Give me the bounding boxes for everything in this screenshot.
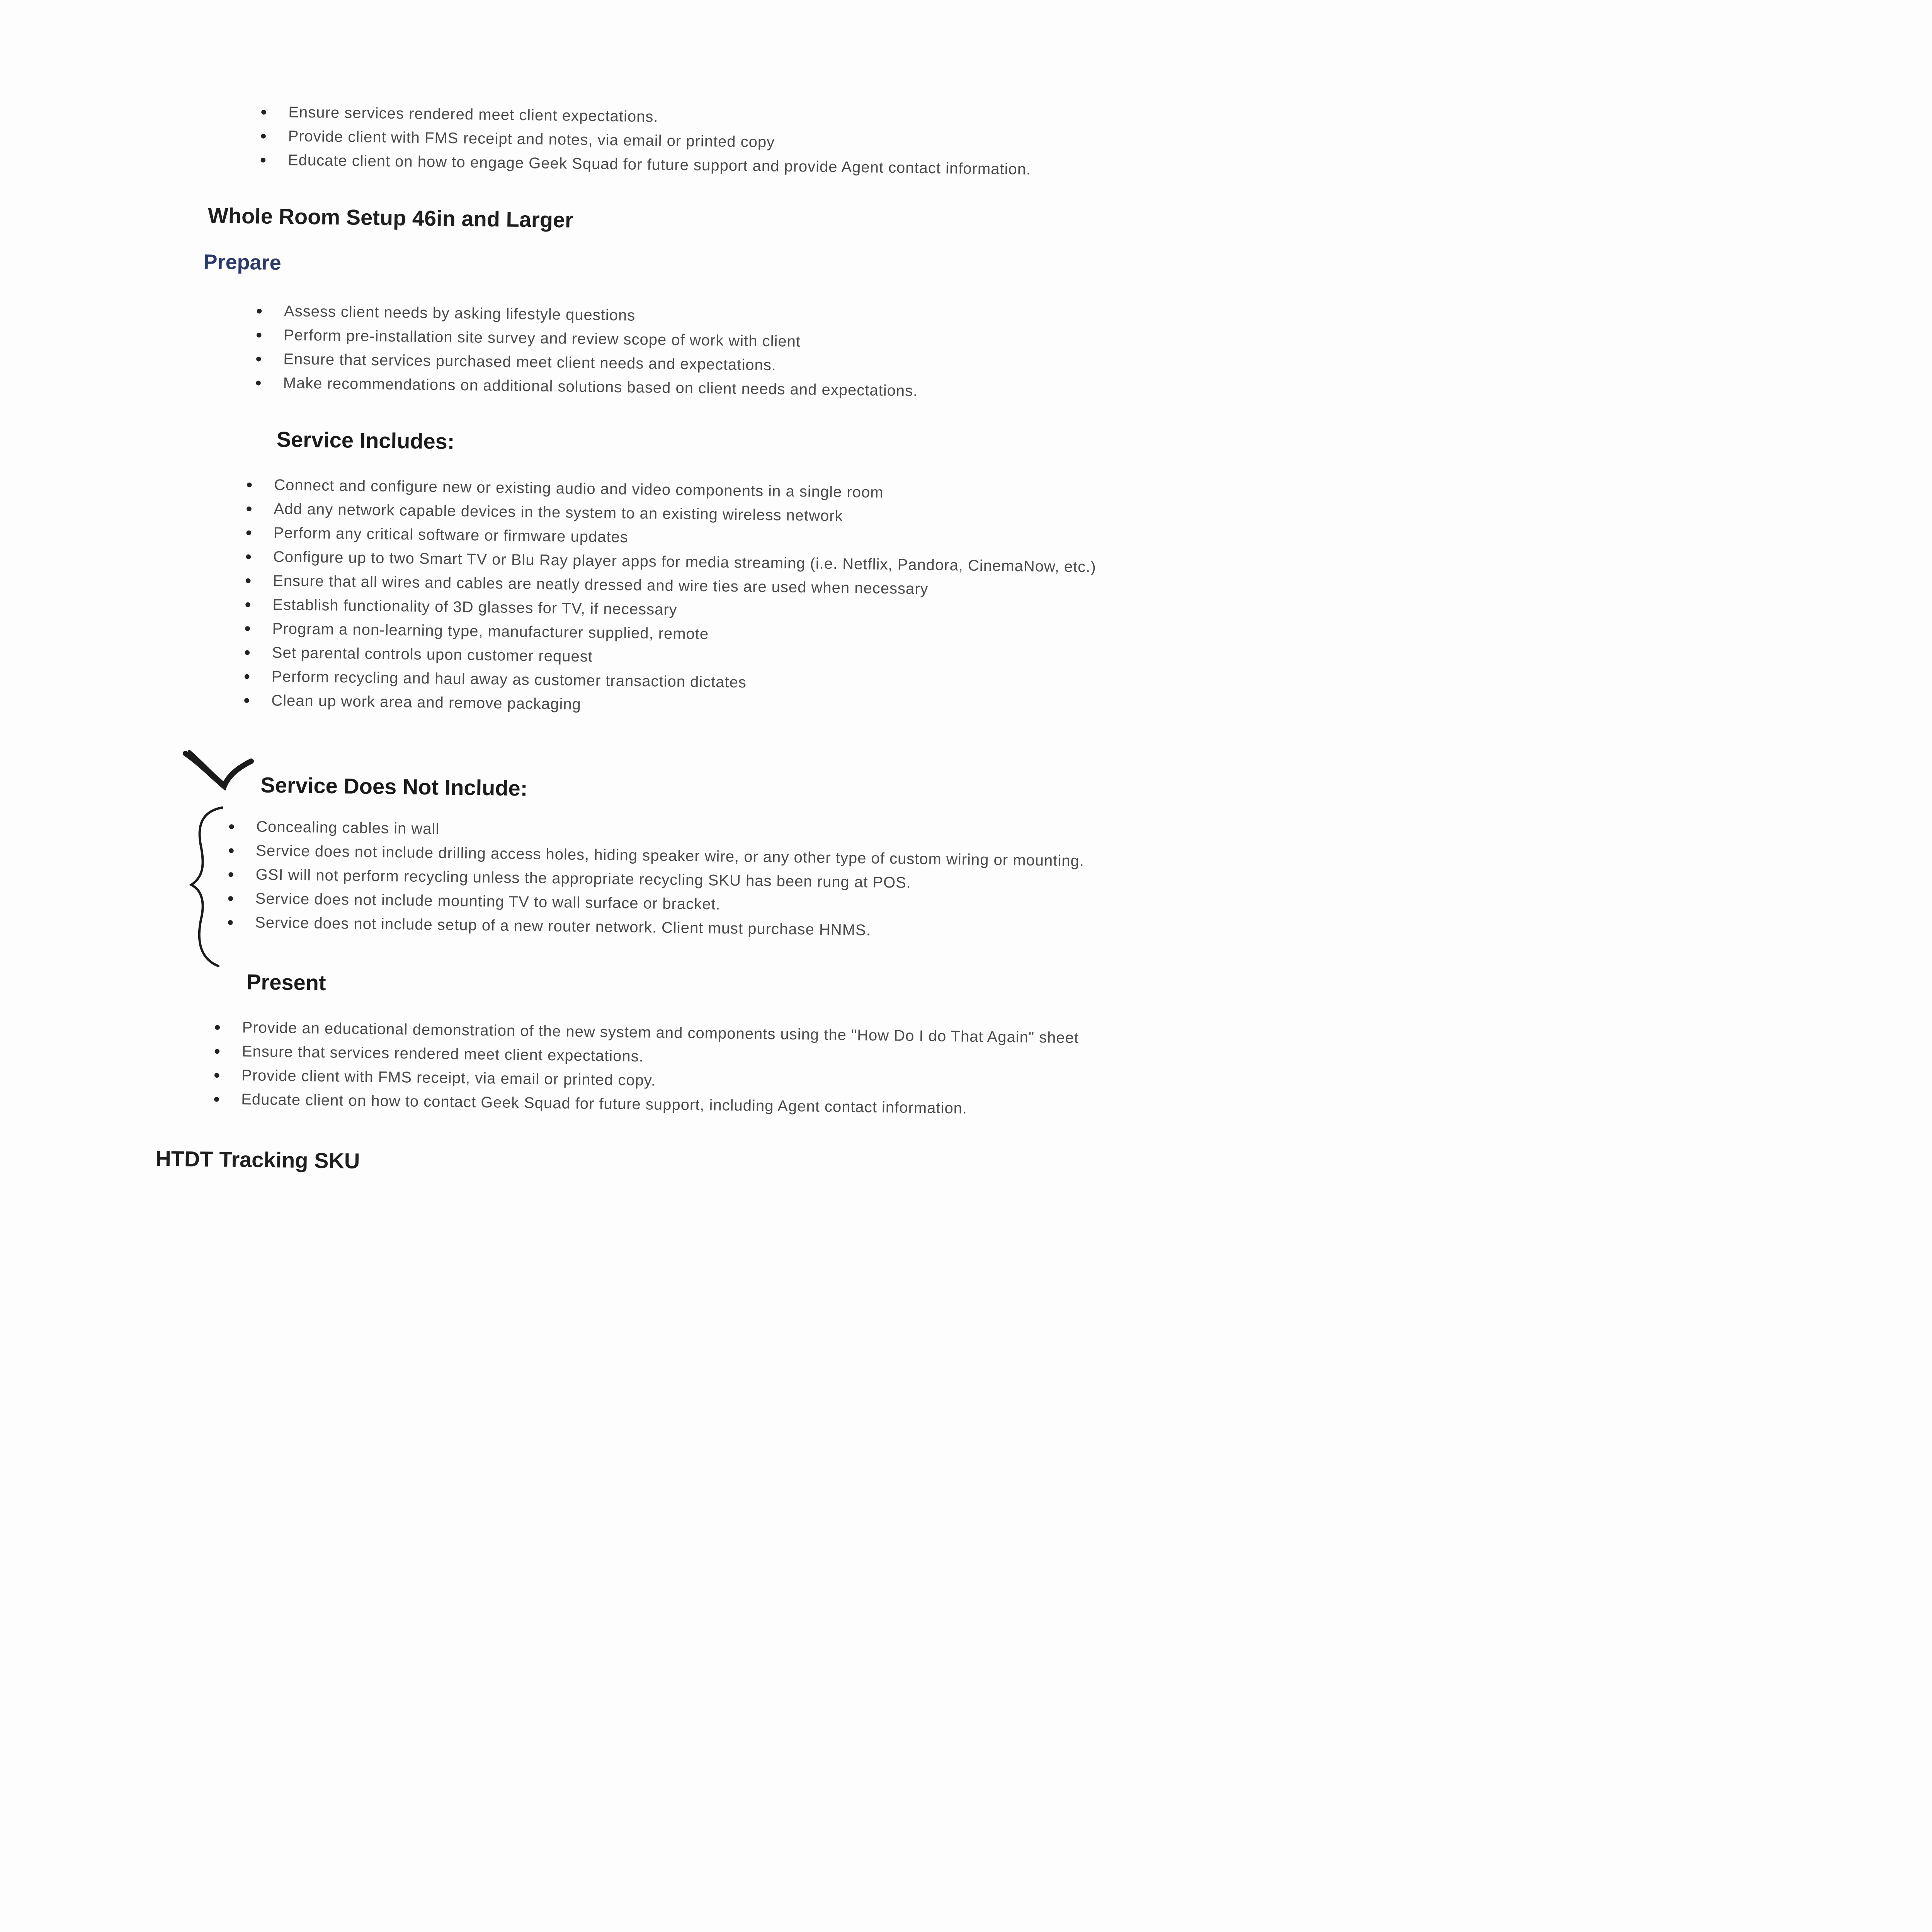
present-list xyxy=(241,1015,1079,1122)
list-item: • Connect and configure new or existing audio and video components in a single room xyxy=(274,473,1097,507)
service-excludes-heading: Service Does Not Include: xyxy=(260,772,528,801)
footer-heading: HTDT Tracking SKU xyxy=(155,1146,360,1173)
list-item: • Educate client on how to engage Geek Squad for future support and provide Agent contact information. xyxy=(287,148,1031,181)
list-item: • Assess client needs by asking lifestyle questions xyxy=(284,299,919,331)
prepare-list xyxy=(283,299,919,403)
present-heading: Present xyxy=(246,969,326,995)
prepare-heading: Prepare xyxy=(203,250,282,275)
list-item: • Set parental controls upon customer request xyxy=(272,641,1095,675)
list-item: • Clean up work area and remove packaging xyxy=(271,689,1095,723)
list-item: • Perform any critical software or firmware updates xyxy=(273,521,1097,555)
list-item: • Configure up to two Smart TV or Blu Ray player apps for media streaming (i.e. Netflix, Pandora, CinemaNow, etc.) xyxy=(273,545,1097,579)
list-item: • Ensure that services purchased meet client needs and expectations. xyxy=(283,347,918,379)
list-item: • Concealing cables in wall xyxy=(256,815,1085,849)
handwritten-checkmark-icon xyxy=(182,746,255,796)
list-item: • Add any network capable devices in the system to an existing wireless network xyxy=(274,497,1097,531)
list-item: • Make recommendations on additional solutions based on client needs and expectations. xyxy=(283,371,918,403)
list-item: • Program a non-learning type, manufacturer supplied, remote xyxy=(272,617,1095,651)
service-includes-list xyxy=(271,473,1097,723)
service-excludes-list xyxy=(255,815,1085,945)
list-item: • Ensure that all wires and cables are neatly dressed and wire ties are used when necessary xyxy=(273,569,1096,603)
list-item: • Educate client on how to contact Geek Squad for future support, including Agent contact information. xyxy=(241,1087,1078,1122)
handwritten-brace-icon xyxy=(185,804,228,970)
top-list xyxy=(287,100,1032,181)
list-item: • Service does not include mounting TV to wall surface or bracket. xyxy=(255,886,1083,921)
list-item: • Provide client with FMS receipt and notes, via email or printed copy xyxy=(288,124,1031,157)
section-title: Whole Room Setup 46in and Larger xyxy=(207,203,574,232)
service-includes-heading: Service Includes: xyxy=(276,427,455,454)
list-item: • Perform pre-installation site survey and review scope of work with client xyxy=(284,323,918,355)
list-item: • Ensure that services rendered meet client expectations. xyxy=(242,1039,1078,1074)
list-item: • Ensure services rendered meet client expectations. xyxy=(288,100,1032,133)
list-item: • Provide client with FMS receipt, via email or printed copy. xyxy=(242,1063,1078,1098)
list-item: • Provide an educational demonstration of the new system and components using the "How Do I do That Again" sheet xyxy=(242,1015,1079,1050)
list-item: • GSI will not perform recycling unless the appropriate recycling SKU has been rung at POS. xyxy=(255,862,1084,897)
list-item: • Establish functionality of 3D glasses for TV, if necessary xyxy=(272,593,1096,627)
list-item: • Perform recycling and haul away as customer transaction dictates xyxy=(272,665,1095,699)
list-item: • Service does not include setup of a new router network. Client must purchase HNMS. xyxy=(255,910,1083,945)
list-item: • Service does not include drilling access holes, hiding speaker wire, or any other type of custom wiring or mounting. xyxy=(256,838,1084,873)
